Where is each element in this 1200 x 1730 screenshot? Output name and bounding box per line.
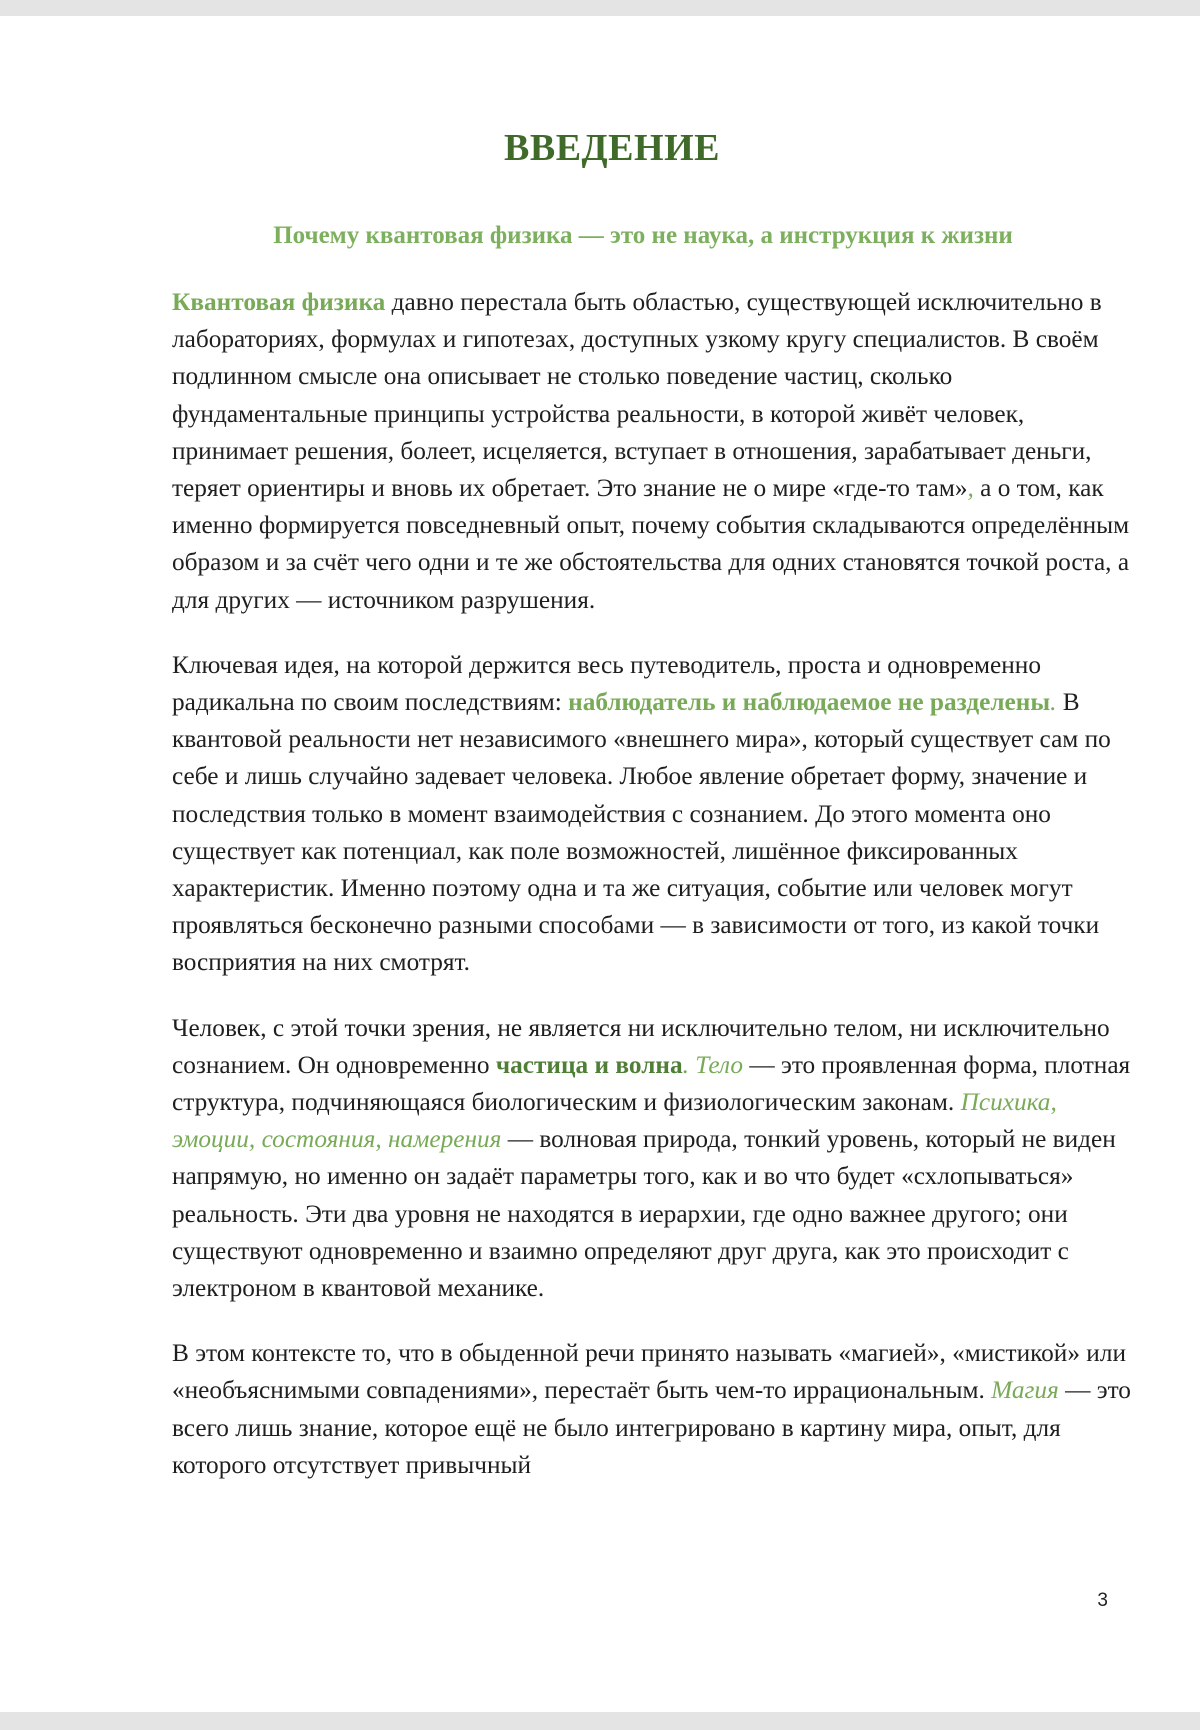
body-text [172,284,1132,1512]
document-page [0,16,1200,1712]
paragraph-text: Человек, с этой точки зрения, не является ни исключительно телом, ни исключительно сознанием. Он одновременно [172,1013,1110,1079]
highlight-italic-term: Магия [991,1376,1059,1405]
paragraph-text: а о том, как именно формируется повседневный опыт, почему события складываются определённым образом и за счёт чего одни и те же обстоятельства для одних становятся точкой роста, а для других — источником разрушения. [172,474,1130,614]
paragraph-text: Ключевая идея, на которой держится весь путеводитель, проста и одновременно радикальна по своим последствиям: [172,650,1041,717]
page-number: 3 [1097,1590,1108,1611]
page-subtitle: Почему квантовая физика — это не наука, а инструкция к жизни [273,222,1013,249]
highlight-punctuation: , [967,474,974,503]
paragraph-text: — это проявленная форма, плотная структура, подчиняющаяся биологическим и физиологическим законам. [172,1050,1131,1117]
highlight-term: Квантовая физика [172,288,386,316]
paragraph-text: В квантовой реальности нет независимого «внешнего мира», который существует сам по себе и лишь случайно задевает человека. Любое явление обретает форму, значение и последствия только в момент взаимодействия с сознанием. До этого момента оно существует как потенциал, как поле возможностей, лишённое фиксированных характеристик. Именно поэтому одна и та же ситуация, событие или человек могут проявляться бесконечно разными способами — в зависимости от того, из какой точки восприятия на них смотрят. [172,688,1111,977]
paragraph-1 [172,284,1132,619]
highlight-italic-term: . Тело [682,1050,744,1079]
highlight-term: наблюдатель и наблюдаемое не разделены [568,688,1051,717]
paragraph-2 [172,647,1132,982]
highlight-punctuation: . [1050,688,1057,717]
paragraph-4 [172,1335,1132,1484]
page-title: ВВЕДЕНИЕ [504,127,720,169]
paragraph-3 [172,1010,1132,1308]
paragraph-text: В этом контексте то, что в обыденной речи принято называть «магией», «мистикой» или «необъяснимыми совпадениями», перестаёт быть чем-то иррациональным. [172,1339,1126,1405]
paragraph-text: — волновая природа, тонкий уровень, который не виден напрямую, но именно он задаёт параметры того, как и во что будет «схлопываться» реальность. Эти два уровня не находятся в иерархии, где одно важнее другого; они существуют одновременно и взаимно определяют друг друга, как это происходит с электроном в квантовой механике. [172,1125,1116,1303]
paragraph-text: давно перестала быть областью, существующей исключительно в лабораториях, формулах и гипотезах, доступных узкому кругу специалистов. В своём подлинном смысле она описывает не столько поведение частиц, сколько фундаментальные принципы устройства реальности, в которой живёт человек, принимает решения, болеет, исцеляется, вступает в отношения, зарабатывает деньги, теряет ориентиры и вновь их обретает. Это знание не о мире «где-то там» [172,288,1102,503]
paragraph-text: — это всего лишь знание, которое ещё не было интегрировано в картину мира, опыт, для которого отсутствует привычный [172,1376,1131,1479]
highlight-term: частица и волна [495,1050,683,1079]
highlight-italic-term: Психика, эмоции, состояния, намерения [172,1088,1057,1154]
